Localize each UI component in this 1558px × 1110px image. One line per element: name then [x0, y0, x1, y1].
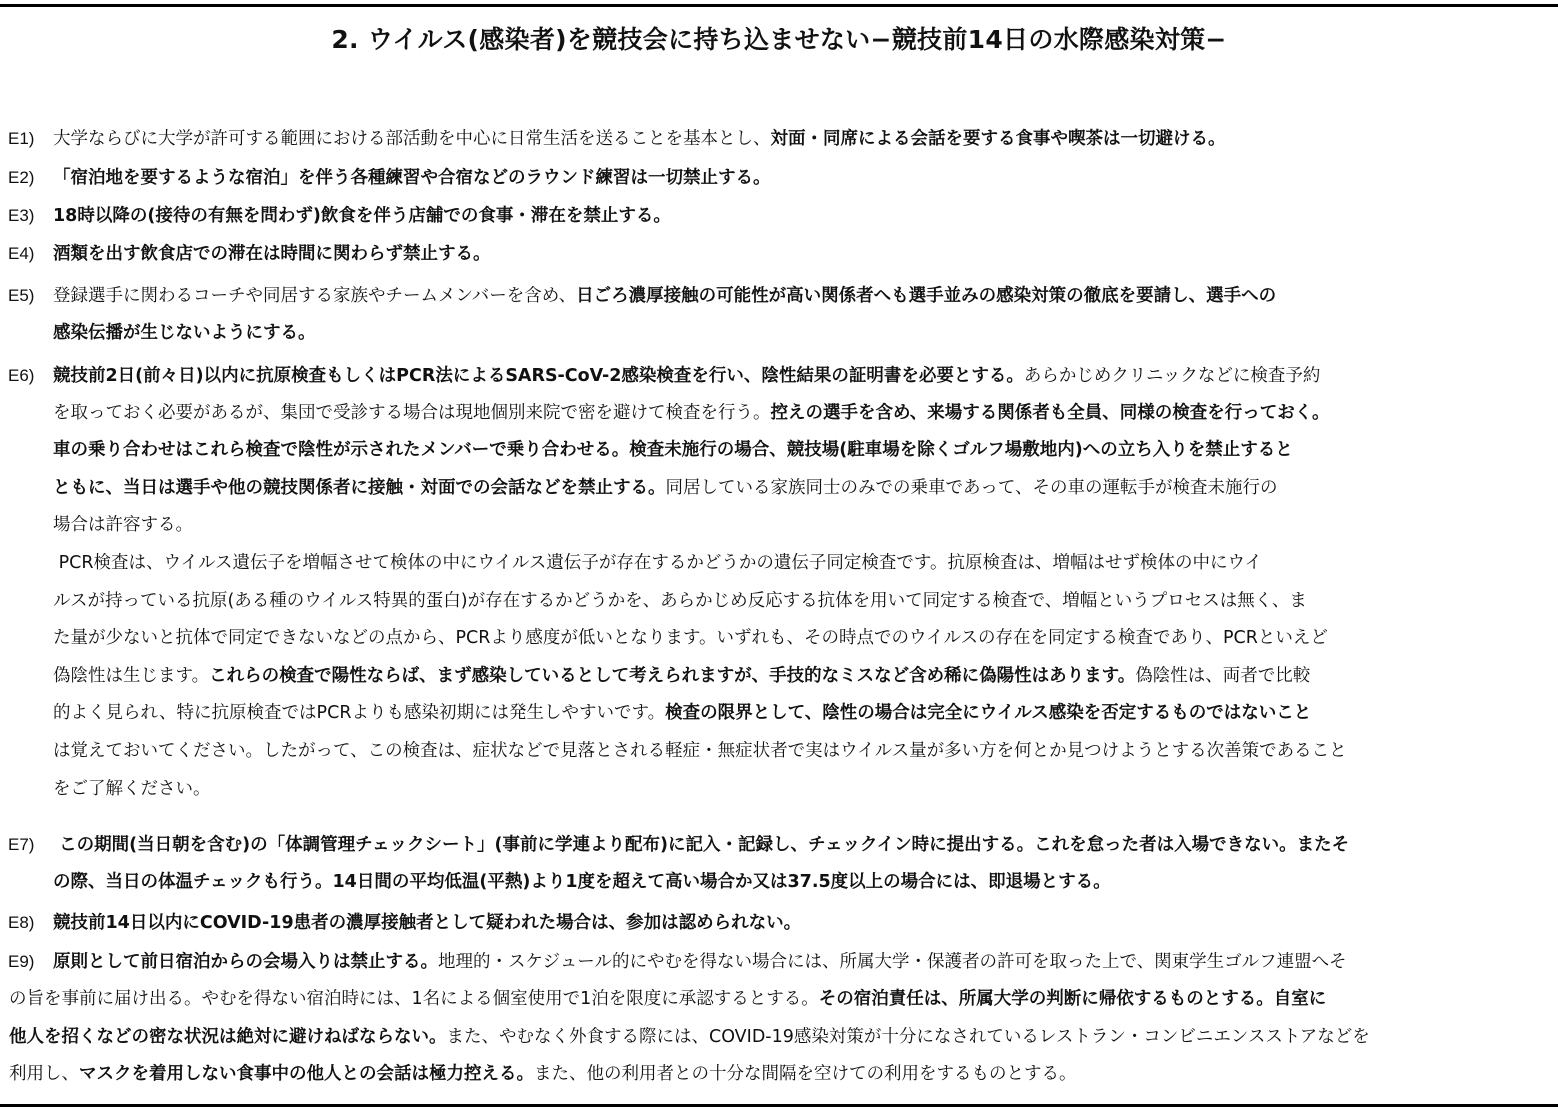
text-run: 的よく見られ、特に抗原検査ではPCRよりも感染初期には発生しやすいです。 [53, 703, 666, 724]
item-label: E8) [8, 913, 35, 932]
item-line [0, 507, 1556, 545]
item-line [0, 357, 1556, 395]
text-run: 同居している家族同士のみでの乗車であって、その車の運転手が検査未施行の [665, 477, 1278, 498]
text-run: 感染伝播が生じないようにする。 [53, 322, 316, 343]
item-label: E9) [8, 952, 35, 971]
item-label: E3) [8, 206, 35, 225]
item-line [0, 943, 1556, 981]
text-run: ともに、当日は選手や他の競技関係者に接触・対面での会話などを禁止する。 [53, 477, 666, 498]
text-run: 偽陰性は、両者で比較 [1135, 665, 1311, 686]
item-line [0, 120, 1556, 158]
text-run: 他人を招くなどの密な状況は絶対に避けねばならない。 [9, 1026, 447, 1047]
text-run: をご了解ください。 [53, 778, 211, 799]
text-run: 控えの選手を含め、来場する関係者も全員、同様の検査を行っておく。 [770, 402, 1330, 423]
item-label: E5) [8, 286, 35, 305]
item-label: E7) [8, 835, 35, 854]
item-line [0, 315, 1556, 353]
item-label: E1) [8, 129, 35, 148]
text-run: 「宿泊地を要するような宿泊」を伴う各種練習や合宿などのラウンド練習は一切禁止する。 [53, 168, 771, 188]
item-line [0, 826, 1556, 864]
text-run: 登録選手に関わるコーチや同居する家族やチームメンバーを含め、 [53, 286, 577, 306]
item-line [0, 277, 1556, 315]
item-line [0, 432, 1556, 470]
document-title: 2. ウイルス(感染者)を競技会に持ち込ませない−競技前14日の水際感染対策− [331, 25, 1227, 54]
item-line [0, 159, 1556, 197]
text-run: また、やむなく外食する際には、COVID-19感染対策が十分になされているレストラン・コンビニエンスストアなどを [446, 1026, 1370, 1047]
text-run: ルスが持っている抗原(ある種のウイルス特異的蛋白)が存在するかどうかを、あらかじめ反応する抗体を用いて同定する検査で、増幅というプロセスは無く、ま [53, 590, 1307, 611]
text-run: その宿泊責任は、所属大学の判断に帰依するものとする。自室に [818, 989, 1327, 1009]
item-e7 [0, 826, 1556, 901]
item-line [0, 771, 1556, 809]
text-run: 偽陰性は生じます。 [53, 665, 210, 686]
text-run: を取っておく必要があるが、集団で受診する場合は現地個別来院で密を避けて検査を行う。 [53, 402, 771, 423]
text-run: 地理的・スケジュール的にやむを得ない場合には、所属大学・保護者の許可を取った上で、関東学生ゴルフ連盟へそ [438, 952, 1347, 972]
item-line [0, 395, 1556, 433]
item-label: E4) [8, 244, 35, 263]
item-line [0, 864, 1556, 902]
item-label: E2) [8, 168, 35, 187]
text-run: の際、当日の体温チェックも行う。14日間の平均低温(平熱)より1度を超えて高い場合か又は37.5度以上の場合には、即退場とする。 [53, 871, 1111, 892]
item-e2 [0, 159, 1556, 197]
text-run: 酒類を出す飲食店での滞在は時間に関わらず禁止する。 [53, 244, 491, 264]
text-run: の旨を事前に届け出る。やむを得ない宿泊時には、1名による個室使用で1泊を限度に承認するとする。 [9, 989, 819, 1009]
text-run: 大学ならびに大学が許可する範囲における部活動を中心に日常生活を送ることを基本とし、 [53, 129, 771, 149]
item-line [0, 545, 1556, 583]
item-line [0, 733, 1556, 771]
item-line [0, 658, 1556, 696]
text-run: 日ごろ濃厚接触の可能性が高い関係者へも選手並みの感染対策の徹底を要請し、選手への [576, 286, 1277, 306]
continuation-line [9, 1056, 1558, 1094]
top-rule [0, 4, 1558, 7]
text-run: あらかじめクリニックなどに検査予約 [1023, 366, 1321, 386]
item-line [0, 583, 1556, 621]
text-run: 利用し、 [9, 1064, 79, 1085]
text-run: この期間(当日朝を含む)の「体調管理チェックシート」(事前に学連より配布)に記入・記録し、チェックイン時に提出する。これを怠った者は入場できない。またそ [53, 835, 1350, 855]
item-e9 [0, 943, 1556, 981]
text-run: 競技前2日(前々日)以内に抗原検査もしくはPCR法によるSARS-CoV-2感染検査を行い、陰性結果の証明書を必要とする。 [53, 366, 1024, 386]
item-e8 [0, 904, 1556, 942]
item-line [0, 904, 1556, 942]
item-line [0, 235, 1556, 273]
continuation-line [9, 1019, 1558, 1057]
text-run: マスクを着用しない食事中の他人との会話は極力控える。 [79, 1064, 534, 1085]
text-run: 車の乗り合わせはこれら検査で陰性が示されたメンバーで乗り合わせる。検査未施行の場合、競技場(駐車場を除くゴルフ場敷地内)への立ち入りを禁止すると [53, 440, 1293, 461]
item-line [0, 197, 1556, 235]
text-run: 対面・同席による会話を要する食事や喫茶は一切避ける。 [770, 129, 1226, 149]
item-line [0, 620, 1556, 658]
item-e5 [0, 277, 1556, 352]
item-line [0, 695, 1556, 733]
bottom-rule [0, 1104, 1558, 1107]
item-e6 [0, 357, 1556, 808]
item-e1 [0, 120, 1556, 158]
item-e4 [0, 235, 1556, 273]
text-run: 場合は許容する。 [53, 515, 193, 536]
item-label: E6) [8, 366, 35, 385]
text-run: また、他の利用者との十分な間隔を空けての利用をするものとする。 [534, 1064, 1077, 1085]
item-line [0, 470, 1556, 508]
continuation-line [9, 981, 1558, 1019]
text-run: PCR検査は、ウイルス遺伝子を増幅させて検体の中にウイルス遺伝子が存在するかどうかの遺伝子同定検査です。抗原検査は、増幅はせず検体の中にウイ [53, 552, 1262, 573]
text-run: 競技前14日以内にCOVID-19患者の濃厚接触者として疑われた場合は、参加は認められない。 [53, 913, 802, 933]
item-e9-continuation [9, 981, 1558, 1094]
text-run: た量が少ないと抗体で同定できないなどの点から、PCRより感度が低いとなります。いずれも、その時点でのウイルスの存在を同定する検査であり、PCRといえど [53, 628, 1328, 649]
text-run: は覚えておいてください。したがって、この検査は、症状などで見落とされる軽症・無症状者で実はウイルス量が多い方を何とか見つけようとする次善策であること [53, 740, 1347, 761]
item-e3 [0, 197, 1556, 235]
text-run: これらの検査で陽性ならば、まず感染しているとして考えられますが、手技的なミスなど含め稀に偽陽性はあります。 [209, 665, 1136, 686]
text-run: 18時以降の(接待の有無を問わず)飲食を伴う店舗での食事・滞在を禁止する。 [53, 206, 671, 226]
text-run: 原則として前日宿泊からの会場入りは禁止する。 [53, 952, 438, 972]
text-run: 検査の限界として、陰性の場合は完全にウイルス感染を否定するものではないこと [665, 703, 1312, 724]
